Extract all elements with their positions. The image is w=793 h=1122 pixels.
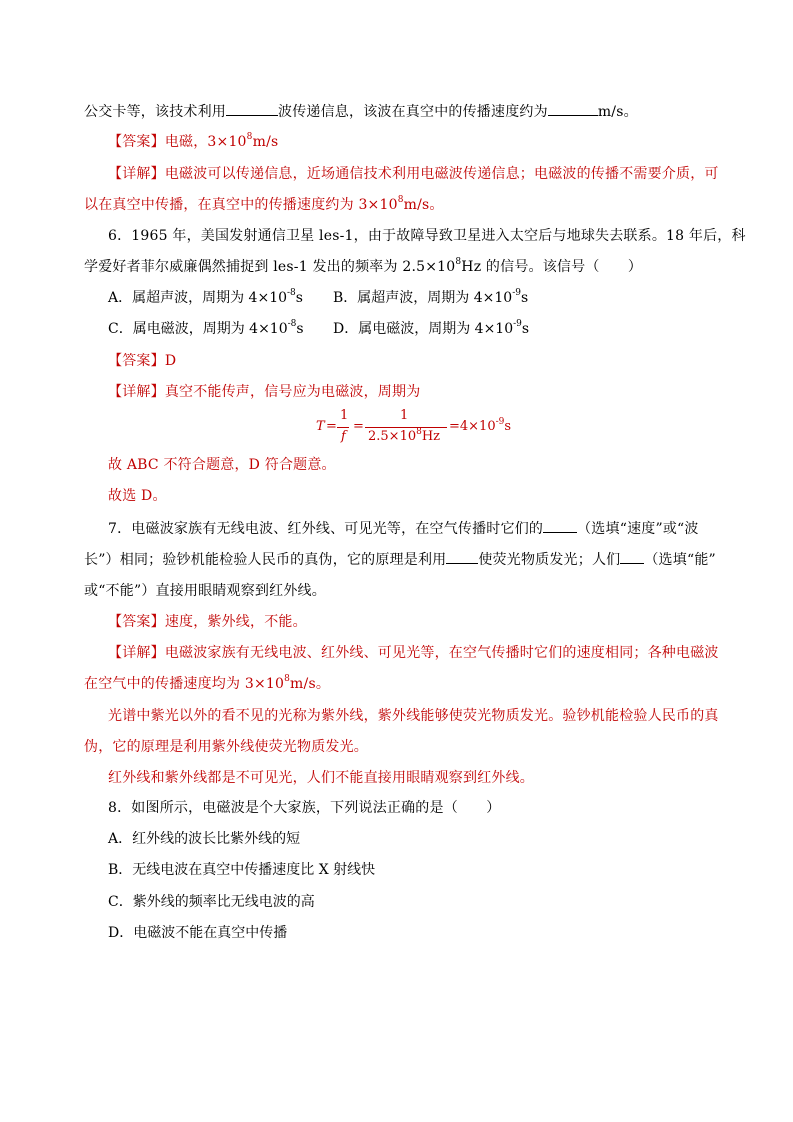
prev-detail-line1: 【详解】电磁波可以传递信息，近场通信技术利用电磁波传递信息；电磁波的传播不需要介质，可 (108, 166, 719, 182)
answer-tag: 【答案】 (108, 353, 165, 369)
q6-detail-line1: 【详解】真空不能传声，信号应为电磁波，周期为 (108, 384, 421, 400)
answer-blank (543, 518, 577, 533)
fraction-bar (337, 427, 349, 428)
detail-tag: 【详解】 (108, 384, 165, 400)
prev-detail-line2: 以在真空中传播，在真空中的传播速度约为 $3\times 10^8m/s$。 (84, 195, 444, 213)
answer-tag: 【答案】 (108, 134, 165, 150)
q6-stem-line1: 6．1965 年，美国发射通信卫星 les-1，由于故障导致卫星进入太空后与地球失去联系。18 年后，科 (108, 228, 746, 244)
q6-option-d[interactable]: D．属电磁波，周期为 $4\times 10^{-9}s$ (333, 319, 530, 337)
q6-conclusion-1: 故 ABC 不符合题意，D 符合题意。 (108, 457, 336, 473)
answer-blank (620, 549, 644, 564)
q7-detail-p3-line1: 红外线和紫外线都是不可见光，人们不能直接用眼睛观察到红外线。 (108, 770, 534, 786)
answer-blank (548, 101, 598, 116)
answer-blank (226, 101, 278, 116)
q6-period-formula: T = 1 f = 1 $2.5\times 10^8Hz$ $=4\times 10^{-9}s$ (316, 408, 512, 444)
q7-answer: 【答案】速度，紫外线，不能。 (108, 614, 307, 630)
q6-option-c[interactable]: C．属电磁波，周期为 $4\times 10^{-8}s$ (108, 319, 304, 337)
q8-option-c[interactable]: C．紫外线的频率比无线电波的高 (108, 894, 315, 910)
fraction-bar (365, 427, 447, 428)
prev-question-line: 公交卡等，该技术利用 波传递信息，该波在真空中的传播速度约为 m/s。 (84, 101, 714, 123)
q6-stem-line2: 学爱好者菲尔威廉偶然捕捉到 les-1 发出的频率为 $2.5\times 10^8Hz$ 的信号。该信号（ ） (84, 257, 643, 275)
q8-option-b[interactable]: B．无线电波在真空中传播速度比 X 射线快 (108, 862, 376, 878)
q7-detail-p2-line2: 伪，它的原理是利用紫外线使荧光物质发光。 (84, 739, 368, 755)
q7-stem-line3: 或“不能”）直接用眼睛观察到红外线。 (84, 583, 326, 599)
q7-stem-line2: 长”）相同；验钞机能检验人民币的真伪，它的原理是利用 使荧光物质发光；人们 （选填“能” (84, 549, 714, 571)
q8-stem: 8．如图所示，电磁波是个大家族，下列说法正确的是（ ） (108, 800, 501, 816)
prev-answer: 【答案】电磁，$3\times 10^8m/s$ (108, 132, 279, 150)
q7-detail-p2-line1: 光谱中紫光以外的看不见的光称为紫外线，紫外线能够使荧光物质发光。验钞机能检验人民币的真 (108, 708, 719, 724)
q8-option-a[interactable]: A．红外线的波长比紫外线的短 (108, 831, 301, 847)
q6-option-b[interactable]: B．属超声波，周期为 $4\times 10^{-9}s$ (333, 288, 529, 306)
detail-tag: 【详解】 (108, 645, 165, 661)
q7-detail-line1: 【详解】电磁波家族有无线电波、红外线、可见光等，在空气传播时它们的速度相同；各种电磁波 (108, 645, 719, 661)
q6-option-a[interactable]: A．属超声波，周期为 $4\times 10^{-8}s$ (108, 288, 303, 306)
q7-stem-line1: 7．电磁波家族有无线电波、红外线、可见光等，在空气传播时它们的 （选填“速度”或“波 (108, 518, 738, 540)
detail-tag: 【详解】 (108, 166, 165, 182)
q6-answer: 【答案】D (108, 353, 177, 369)
q8-option-d[interactable]: D．电磁波不能在真空中传播 (108, 925, 288, 941)
answer-blank (446, 549, 478, 564)
answer-tag: 【答案】 (108, 614, 165, 630)
q6-conclusion-2: 故选 D。 (108, 488, 167, 504)
q7-detail-line2: 在空气中的传播速度均为 $3\times 10^8m/s$。 (84, 674, 331, 692)
